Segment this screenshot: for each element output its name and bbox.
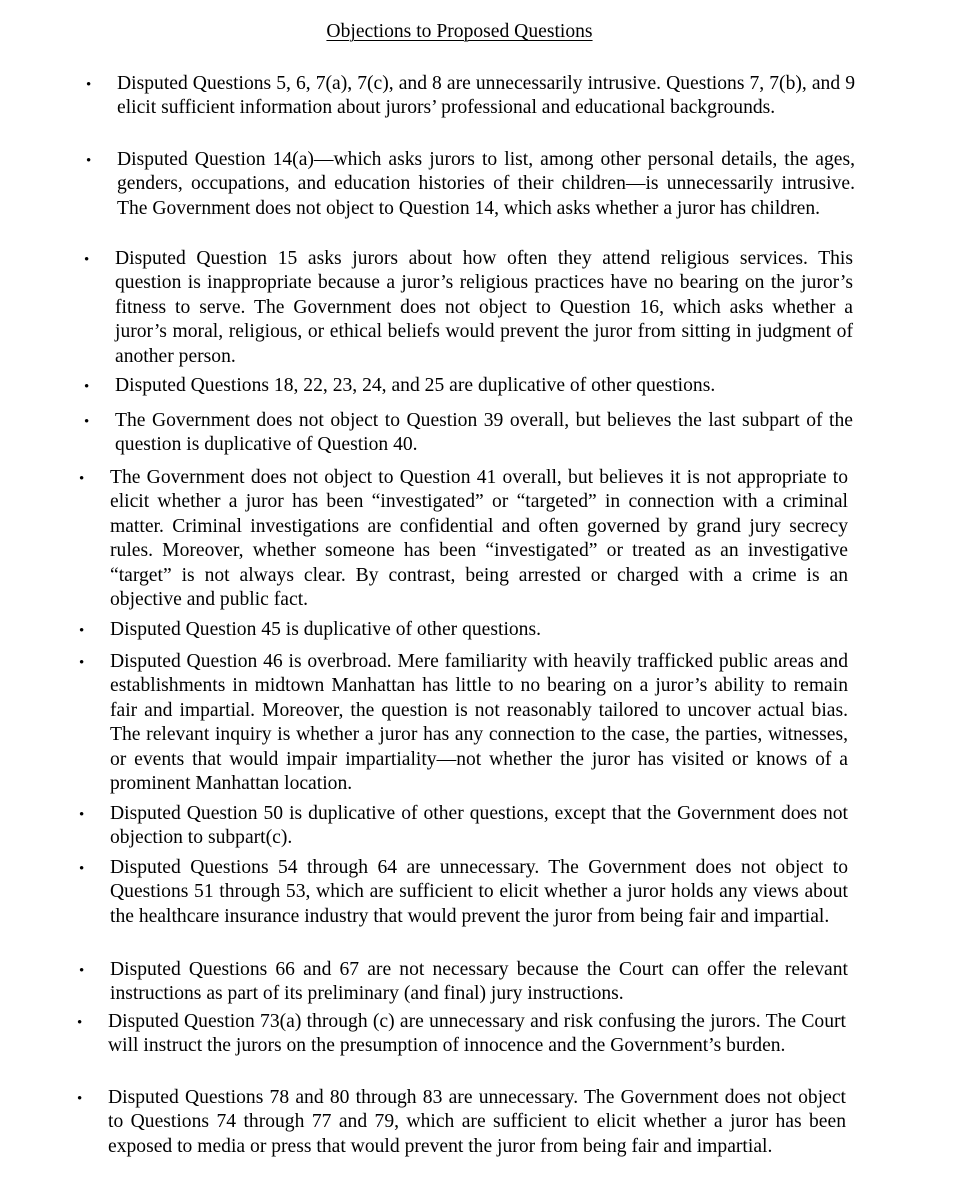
bullet-icon: • [79, 963, 85, 979]
list-item-text: Disputed Question 46 is overbroad. Mere familiarity with heavily trafficked public areas and establishments in midtown Manhattan has little to no bearing on a juror’s ability to remain fair and impartial. Moreover, the question is not reasonably tailored to uncover actual bias. The relevant inquiry is whether a juror has any connection to the case, the parties, witnesses, or events that would impair impartiality—not whether the juror has visited or knows of a prominent Manhattan location. [110, 651, 848, 795]
list-item-text: The Government does not object to Question 39 overall, but believes the last subpart of the question is duplicative of Question 40. [115, 410, 853, 456]
list-item [117, 148, 855, 221]
list-item-text: Disputed Questions 18, 22, 23, 24, and 25 are duplicative of other questions. [115, 375, 716, 396]
bullet-icon: • [84, 252, 90, 268]
bullet-icon: • [86, 77, 92, 93]
list-item [117, 72, 855, 121]
page-title: Objections to Proposed Questions [326, 21, 593, 42]
list-item-text: Disputed Question 14(a)—which asks jurors to list, among other personal details, the ages, genders, occupations, and education histories of their children—is unnecessarily intrusive. The Government does not object to Question 14, which asks whether a juror has children. [117, 149, 855, 219]
list-item [108, 1010, 846, 1059]
list-item-text: Disputed Question 73(a) through (c) are unnecessary and risk confusing the jurors. The Court will instruct the jurors on the presumption of innocence and the Government’s burden. [108, 1011, 846, 1057]
bullet-icon: • [79, 807, 85, 823]
list-item [110, 856, 848, 929]
list-item-text: The Government does not object to Question 41 overall, but believes it is not appropriate to elicit whether a juror has been “investigated” or “targeted” in connection with a criminal matter. Criminal investigations are confidential and often governed by grand jury secrecy rules. Moreover, whether someone has been “investigated” or treated as an investigative “target” is not always clear. By contrast, being arrested or charged with a crime is an objective and public fact. [110, 467, 848, 611]
list-item [110, 618, 848, 642]
bullet-icon: • [79, 861, 85, 877]
bullet-icon: • [77, 1015, 83, 1031]
list-item [110, 802, 848, 851]
list-item [110, 958, 848, 1007]
bullet-icon: • [79, 655, 85, 671]
list-item-text: Disputed Questions 5, 6, 7(a), 7(c), and 8 are unnecessarily intrusive. Questions 7, 7(b), and 9 elicit sufficient information about jurors’ professional and educational backgrounds. [117, 73, 855, 119]
list-item [110, 466, 848, 612]
list-item [115, 374, 853, 398]
list-item [108, 1086, 846, 1159]
bullet-icon: • [79, 471, 85, 487]
bullet-icon: • [86, 153, 92, 169]
bullet-icon: • [84, 414, 90, 430]
list-item-text: Disputed Question 45 is duplicative of other questions. [110, 619, 542, 640]
list-item-text: Disputed Questions 54 through 64 are unnecessary. The Government does not object to Questions 51 through 53, which are sufficient to elicit whether a juror holds any views about the healthcare insurance industry that would prevent the juror from being fair and impartial. [110, 857, 848, 927]
list-item [110, 650, 848, 796]
list-item-text: Disputed Questions 66 and 67 are not necessary because the Court can offer the relevant instructions as part of its preliminary (and final) jury instructions. [110, 959, 848, 1005]
list-item [115, 247, 853, 369]
bullet-icon: • [77, 1091, 83, 1107]
list-item [115, 409, 853, 458]
bullet-icon: • [79, 623, 85, 639]
list-item-text: Disputed Question 15 asks jurors about how often they attend religious services. This question is inappropriate because a juror’s religious practices have no bearing on the juror’s fitness to serve. The Government does not object to Question 16, which asks whether a juror’s moral, religious, or ethical beliefs would prevent the juror from sitting in judgment of another person. [115, 248, 853, 367]
bullet-icon: • [84, 379, 90, 395]
list-item-text: Disputed Question 50 is duplicative of other questions, except that the Government does not objection to subpart(c). [110, 803, 848, 849]
list-item-text: Disputed Questions 78 and 80 through 83 are unnecessary. The Government does not object to Questions 74 through 77 and 79, which are sufficient to elicit whether a juror has been exposed to media or press that would prevent the juror from being fair and impartial. [108, 1087, 846, 1157]
